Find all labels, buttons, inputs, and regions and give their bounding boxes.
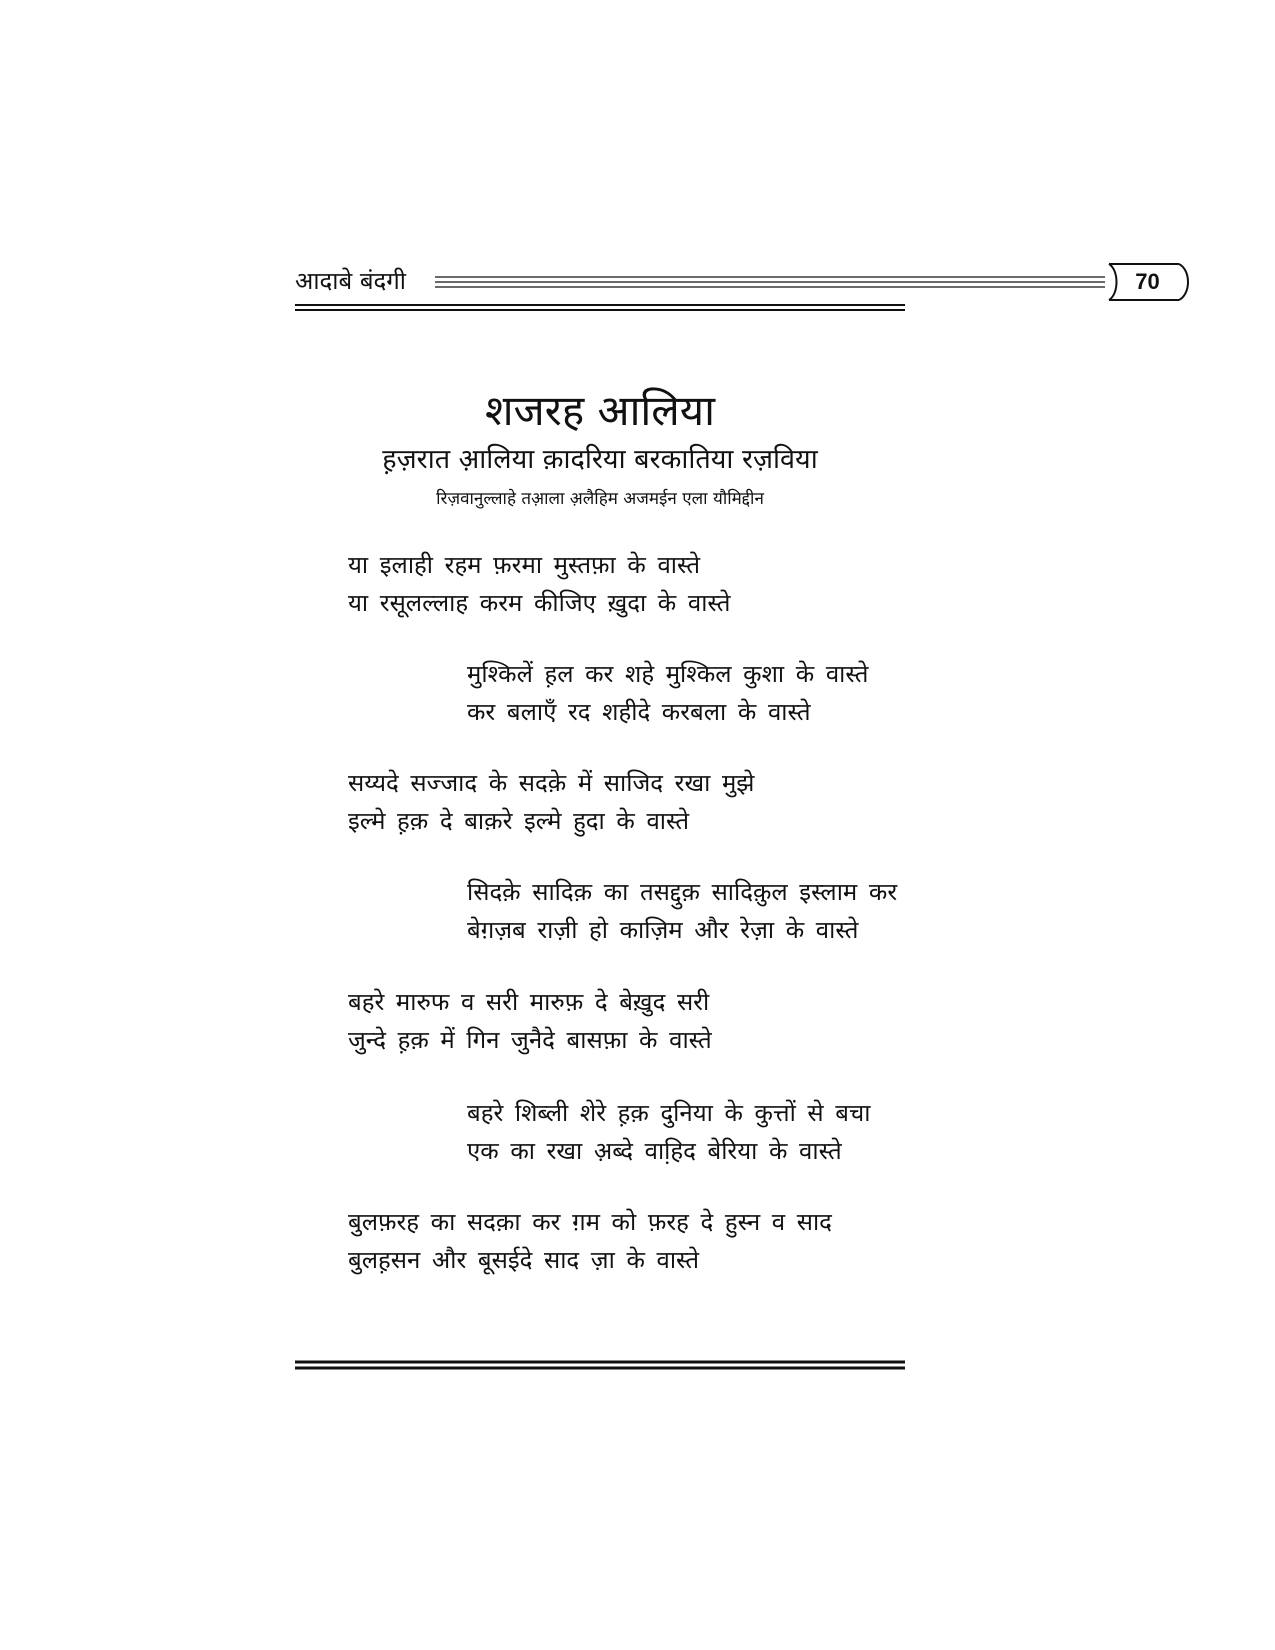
- verse-line: या रसूलल्लाह करम कीजिए ख़ुदा के वास्ते: [348, 589, 731, 617]
- couplet: [348, 764, 754, 840]
- couplet: [467, 655, 868, 731]
- page-subtitle: ह़ज़रात आ़लिया क़ादरिया बरकातिया रज़विया: [382, 444, 818, 475]
- page-title: शजरह आलिया: [484, 386, 716, 435]
- book-title: आदाबे बंदगी: [295, 267, 406, 295]
- verse-line: बहरे मारुफ व सरी मारुफ़ दे बेख़ुद सरी: [348, 988, 710, 1016]
- verse-line: इल्मे ह़क़ दे बाक़रे इल्मे हुदा के वास्ते: [348, 807, 690, 835]
- verse-line: सिदक़े सादिक़ का तसद्दुक़ सादिक़ुल इस्लाम कर: [467, 878, 898, 906]
- verse-line: मुश्किलें ह़ल कर शहे मुश्किल कुशा के वास्ते: [467, 660, 869, 688]
- page-dedication: रिज़वानुल्लाहे तआ़ला अ़लैहिम अजमईन एला यौमिद्दीन: [436, 489, 764, 509]
- verse-line: बहरे शिब्ली शेरे ह़क़ दुनिया के कुत्तों से बचा: [467, 1099, 871, 1127]
- verse-line: जुन्दे ह़क़ में गिन जुनैदे बासफ़ा के वास्ते: [348, 1026, 712, 1054]
- page-number-box: [1105, 262, 1195, 302]
- couplet: [348, 1203, 832, 1279]
- couplet: [467, 1094, 870, 1170]
- verse-line: बुलह़सन और बूसईदे साद ज़ा के वास्ते: [348, 1246, 700, 1274]
- couplet: [467, 873, 897, 949]
- verse-line: एक का रखा अ़ब्दे वाहि़द बेरिया के वास्ते: [467, 1137, 842, 1165]
- verse-line: बेग़ज़ब राज़ी हो काज़िम और रेज़ा के वास्ते: [467, 916, 859, 944]
- couplet: [348, 983, 712, 1059]
- header-underline: [295, 303, 905, 313]
- couplet: [348, 546, 730, 622]
- verse-line: कर बलाएँ रद शहीदे करबला के वास्ते: [467, 698, 811, 726]
- verse-line: बुलफ़रह का सदक़ा कर ग़म को फ़रह दे हुस्न व साद: [348, 1208, 832, 1236]
- verse-line: सय्यदे सज्जाद के सदक़े में साजिद रखा मुझे: [348, 769, 755, 797]
- page-number: 70: [1135, 269, 1160, 294]
- header-rule: [435, 275, 1105, 289]
- verse-line: या इलाही रहम फ़रमा मुस्तफ़ा के वास्ते: [348, 551, 701, 579]
- footer-rule: [295, 1360, 905, 1374]
